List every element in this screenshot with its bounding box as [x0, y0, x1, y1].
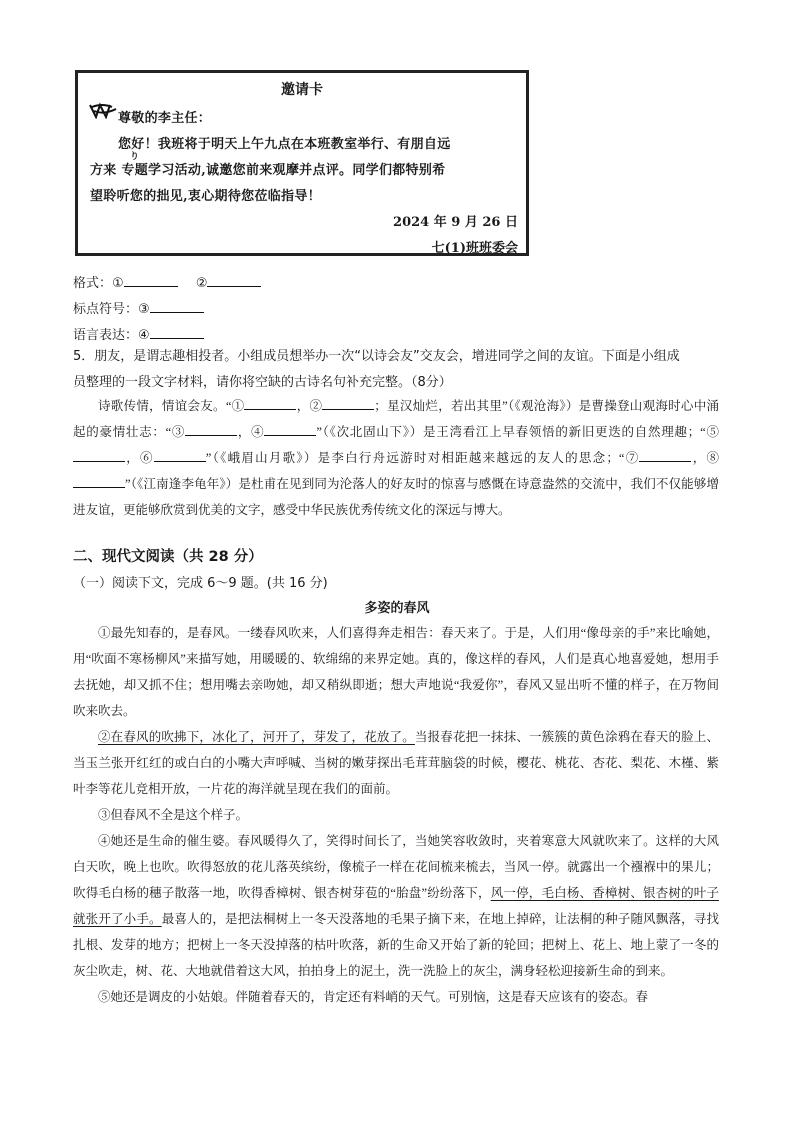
punct-label: 标点符号：: [73, 302, 139, 317]
paragraph-4: [73, 828, 719, 984]
card-title: 邀请卡: [281, 82, 323, 98]
material-text: 友人的思念；“⑦: [537, 451, 640, 465]
material-text: 观海时心中涌起的豪情壮志：“③: [73, 399, 719, 439]
underlined-sentence: 风一停，毛白杨、香樟树、银杏树的叶子就张开了小手。: [73, 886, 719, 926]
material-text: ，④: [237, 425, 265, 439]
answer-format: [73, 272, 261, 291]
punct-num-3: ③: [138, 302, 150, 317]
answer-lang: [73, 324, 204, 343]
question-5: [73, 344, 719, 396]
card-line-2: 方来 专题学习活动,诚邀您前来观摩并点评。同学们都特别希: [90, 163, 446, 178]
card-greeting: 尊敬的李主任：: [118, 111, 212, 126]
scribble-mark-icon: [88, 101, 122, 119]
section-sub: （一）阅读下文，完成 6～9 题。(共 16 分): [73, 576, 328, 591]
blank-poem-5[interactable]: [73, 449, 125, 462]
underlined-sentence: ②在春风的吹拂下，冰化了，河开了，芽发了，花放了。: [98, 730, 415, 744]
section-title: 二、现代文阅读（共 28 分）: [73, 549, 263, 565]
material-text: ，⑧: [691, 451, 719, 465]
card-signature: 七(1)班班委会: [431, 241, 518, 256]
blank-poem-1[interactable]: [244, 397, 296, 410]
paragraph-2-rest: 当报春花把一抹抹、一簇簇的黄色涂鸦在春天的脸上、当玉兰张开红红的或白白的小嘴大声呼喊、当树的嫩芽探出毛茸茸脑袋的时候，樱花、桃花、杏花、梨花、木槿、紫叶李等花儿竞相开放，一片花的海洋就呈现在我们的面前。: [73, 730, 719, 796]
material-text: 旧更迭的自然理趣；“⑤: [581, 425, 719, 439]
format-num-1: ①: [112, 276, 124, 291]
material-text: ，②: [296, 399, 323, 413]
paragraph-2: [73, 724, 719, 802]
material-text: ，⑥: [125, 451, 154, 465]
invitation-card: [75, 70, 529, 256]
lang-label: 语言表达：: [73, 328, 139, 343]
card-insert-mark: り: [130, 152, 140, 162]
material-text: ”（《江南逢李龟年》）是杜甫在见到同为沦落人的好友时的惊喜: [125, 477, 467, 491]
paragraph-3: ③但春风不全是这个样子。: [98, 808, 249, 822]
blank-poem-6[interactable]: [154, 449, 206, 462]
blank-2[interactable]: [207, 274, 261, 287]
material-text: ；星汉灿烂，若出其里”（《观沧海》）是曹操登山: [374, 399, 643, 413]
blank-poem-3[interactable]: [185, 423, 237, 436]
card-line-3: 望聆听您的拙见,衷心期待您莅临指导！: [90, 189, 321, 204]
blank-poem-4[interactable]: [264, 423, 316, 436]
article-title: 多姿的春风: [364, 600, 430, 615]
material-text: 诗歌传情，情谊会友。“①: [98, 399, 245, 413]
q5-material: [73, 393, 719, 523]
blank-poem-8[interactable]: [73, 475, 125, 488]
card-line-1: 您好！我班将于明天上午九点在本班教室举行、有朋自远: [118, 137, 451, 152]
blank-3[interactable]: [150, 300, 204, 313]
blank-1[interactable]: [124, 274, 178, 287]
card-date: 2024 年 9 月 26 日: [393, 215, 518, 230]
q5-line-1: 5．朋友，是谓志趣相投者。小组成员想举办一次“以诗会友”交友会，增进同学之间的友谊。下面是小组成: [73, 349, 680, 364]
material-text: 文化的深远与博大。: [398, 503, 511, 517]
answer-punct: [73, 298, 204, 317]
paragraph-5: ⑤她还是调皮的小姑娘。伴随着春天的，肯定还有料峭的天气。可别恼，这是春天应该有的姿态。春: [98, 990, 649, 1004]
article-body: [73, 620, 719, 1010]
paragraph-4-a: ④她还是生命的催生婆。春风暖得久了，笑得时间长了，当她笑容收敛时，夹着寒意大风就吹来了。这样的大风白天吹，晚上也吹。吹得怒放的花儿落英缤纷，像梳子一样在花间梳来梳去，当风一停。就露出一个襁褓中的果儿；吹得毛白杨的穗子散落一地，吹得香樟树、银杏树芽苞的“胎盘”纷纷落下，: [73, 834, 719, 900]
blank-poem-7[interactable]: [639, 449, 691, 462]
material-text: ”（《次北固山下》）是王湾看江上早春领悟的新: [316, 425, 582, 439]
format-label: 格式：: [73, 276, 113, 291]
material-text: ”（《峨眉山月歌》）是李白行舟远游时对相距越来越远的: [205, 451, 538, 465]
format-num-2: ②: [195, 276, 208, 291]
blank-poem-2[interactable]: [322, 397, 374, 410]
paragraph-4-b: 最喜人的，是把法桐树上一冬天没落地的毛果子摘下来，在地上掉碎，让法桐的种子随风飘落，寻找扎根、发芽的地方；把树上一冬天没掉落的枯叶吹落，新的生命又开始了新的轮回；把树上、花上、地上蒙了一冬的灰尘吹走，树、花、大地就借着这大风，拍拍身上的泥土，洗一洗脸上的灰尘，满身轻松迎接新生命的到来。: [73, 912, 719, 978]
material-text: 与感慨在诗意盎然的交流中，我们不仅能够增进友谊，更能够欣赏到优美的文字，感受中华民族优秀传统: [73, 477, 719, 517]
q5-line-2: 员整理的一段文字材料，请你将空缺的古诗名句补充完整。（8分）: [73, 375, 452, 390]
lang-num-4: ④: [138, 328, 150, 343]
paragraph-1: ①最先知春的，是春风。一缕春风吹来，人们喜得奔走相告：春天来了。于是，人们用“像母亲的手”来比喻她，用“吹面不寒杨柳风”来描写她，用暖暖的、软绵绵的来界定她。真的，像这样的春风，人们是真心地喜爱她，想用手去抚她，却又抓不住；想用嘴去亲吻她，却又稍纵即逝；想大声地说“我爱你”，春风又显出听不懂的样子，在万物间吹来吹去。: [73, 626, 719, 718]
blank-4[interactable]: [150, 326, 204, 339]
